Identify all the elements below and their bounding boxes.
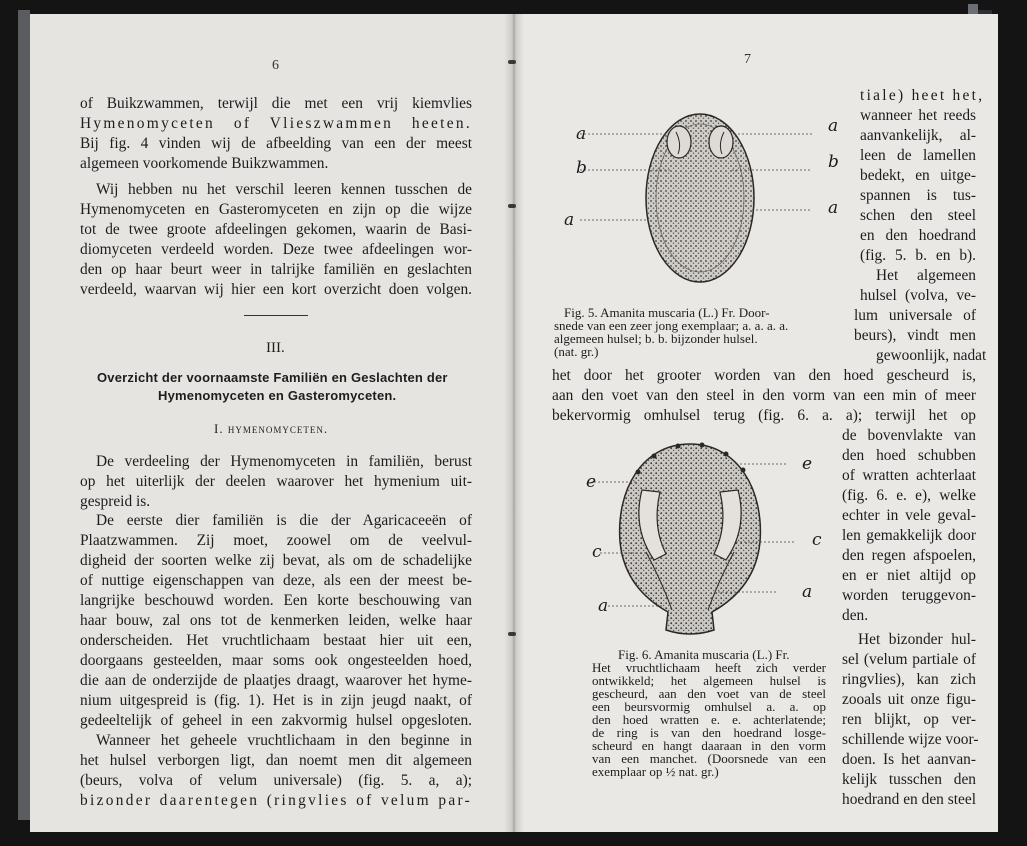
section-title-line: Overzicht der voornaamste Familiën en Geslachten der [97,370,448,385]
text-line: Hymenomyceten of Vlieszwammen heeten. [80,115,472,132]
text-line: langrijke beschouwd worden. Een korte beschouwing van [80,592,472,609]
book-gutter [504,14,524,832]
figure-5-caption-line: snede van een zeer jong exemplaar; a. a. a. a. [554,318,789,333]
page-number-left: 6 [272,58,279,73]
figure-5-label: a [576,124,587,144]
text-line: en den hoedrand [860,227,976,244]
text-line: (fig. 5. b. en b). [860,247,976,264]
text-line: Het algemeen [876,267,976,284]
text-line: lum universale of [854,307,976,324]
text-line: tot de twee groote afdeelingen gekomen, waarin de Basi- [80,221,472,238]
text-line: nium uitgespreid is (fig. 1). Het is in zijn jeugd naakt, of [80,692,472,709]
text-line: aan den voet van den steel in den vorm van een min of meer [552,387,976,404]
section-title-line: Hymenomyceten en Gasteromyceten. [158,388,397,403]
figure-6-caption-line: van een manchet. (Doorsnede van een [592,751,826,766]
text-line: ringvlies), kan zich [842,671,976,688]
text-line: schen den steel [860,207,976,224]
figure-5-caption-line: (nat. gr.) [554,344,599,359]
text-line: algemeen voorkomende Buikzwammen. [80,155,329,172]
text-line: en er niet altijd op [842,567,976,584]
text-line: digheid der soorten welke zij bevat, als om de schadelijke [80,552,472,569]
figure-6-amanita-section [550,432,830,644]
figure-5-label: b [828,152,839,172]
text-line: len gemakkelijk door [842,527,976,544]
book-edge-left [18,10,30,820]
page-number-right: 7 [744,52,751,67]
figure-6-caption-line: ontwikkeld; het algemeen hulsel is [592,673,826,688]
text-line: Wanneer het geheele vruchtlichaam in den beginne in [96,732,472,749]
text-line: bizonder daarentegen (ringvlies of velum par- [80,792,472,809]
text-line: op het uiterlijk der deelen waarover het hymenium uit- [80,473,472,490]
text-line: bedekt, en uitge- [860,167,976,184]
text-line: wanneer het reeds [860,107,976,124]
section-divider [244,315,308,316]
text-line: spannen is tus- [860,187,976,204]
text-line: Het bizonder hul- [858,631,976,648]
text-line: den hoed schubben [842,447,976,464]
text-line: verdeeld, waarvan wij hier een kort overzicht doen volgen. [80,281,472,298]
text-line: Hymenomyceten en Gasteromyceten en zijn op die wijze [80,201,472,218]
text-line: Wij hebben nu het verschil leeren kennen tusschen de [96,181,472,198]
text-line: zooals uit onze figu- [842,691,976,708]
figure-6-caption-line: den hoed wratten e. e. achterlatende; [592,712,826,727]
binding-staple [508,632,516,636]
text-line: den op haar beurt weer in talrijke familiën en geslachten [80,261,472,278]
text-line: gespreid is. [80,493,151,510]
text-line: sel (velum partiale of [842,651,976,668]
figure-6-label: e [802,454,813,474]
section-number: III. [266,340,285,356]
text-line: gedeeltelijk of geheel in een zakvormig hulsel opgesloten. [80,712,472,729]
text-line: die aan de onderzijde de plaatjes draagt, waarover het hyme- [80,672,472,689]
text-line: hoedrand en den steel [842,791,976,808]
text-line: (beurs, volva of velum universale) (fig. 5. a, a); [80,772,472,789]
left-page [30,14,512,832]
text-line: kelijk tusschen den [842,771,976,788]
text-line: of nuttige eigenschappen van deze, als een der meest be- [80,572,472,589]
figure-5-caption-line: Fig. 5. Amanita muscaria (L.) Fr. Door- [564,305,770,320]
figure-6-caption-line: gescheurd, aan den voet van de steel [592,686,826,701]
text-line: of wratten achterlaat [842,467,976,484]
text-line: Plaatzwammen. Zij moet, zoowel om de veelvul- [80,532,472,549]
figure-6-caption-line: Fig. 6. Amanita muscaria (L.) Fr. [618,647,790,662]
text-line: het door het grooter worden van den hoed gescheurd is, [552,367,976,384]
text-line: echter in vele geval- [842,507,976,524]
text-line: bekervormig omhulsel terug (fig. 6. a. a); terwijl het op [552,407,976,424]
book-spread [30,14,998,832]
binding-staple [508,204,516,208]
figure-6-label: a [802,582,813,602]
text-line: haar bouw, zal ons tot de kenmerken leiden, welke haar [80,612,472,629]
text-line: diomyceten verdeeld worden. Deze twee afdeelingen wor- [80,241,472,258]
figure-5-label: a [828,116,839,136]
text-line: of Buikzwammen, terwijl die met een vrij kiemvlies [80,95,472,112]
figure-6-caption-line: scheurd en hangt daaraan in den vorm [592,738,826,753]
figure-6-caption-line: de ring is van den hoedrand losge- [592,725,826,740]
text-line: den regen afspoelen, [842,547,976,564]
text-line: tiale) heet het, [860,87,985,104]
figure-6-caption-line: Het vruchtlichaam heeft zich verder [592,660,826,675]
text-line: hulsel (volva, ve- [860,287,976,304]
text-line: den. [842,607,869,624]
figure-6-caption-line: een beursvormig omhulsel a. a. op [592,699,826,714]
subsection-title: I. hymenomyceten. [214,421,329,436]
figure-6-label: a [598,596,609,616]
text-line: De eerste dier familiën is die der Agaricaceeën of [96,512,472,529]
figure-5-caption-line: algemeen hulsel; b. b. bijzonder hulsel. [554,331,758,346]
text-line: het hulsel verborgen ligt, dan noemt men dit algemeen [80,752,472,769]
text-line: aanvankelijk, al- [860,127,976,144]
text-line: onderscheiden. Het vruchtlichaam bestaat hier uit een, [80,632,472,649]
binding-staple [508,60,516,64]
text-line: ren blijkt, op ver- [842,711,976,728]
text-line: leen de lamellen [860,147,976,164]
figure-5-label: b [576,158,587,178]
text-line: worden teruggevon- [842,587,976,604]
figure-5-label: a [828,198,839,218]
text-line: schillende wijze voor- [842,731,979,748]
figure-6-label: c [592,542,602,562]
figure-5-label: a [564,210,575,230]
text-line: de bovenvlakte van [842,427,976,444]
figure-5-amanita-section [550,100,850,300]
text-line: (fig. 6. e. e), welke [842,487,976,504]
text-line: beurs), vindt men [854,327,976,344]
text-line: Bij fig. 4 vinden wij de afbeelding van een der meest [80,135,472,152]
figure-6-caption-line: exemplaar op ½ nat. gr.) [592,764,719,779]
text-line: De verdeeling der Hymenomyceten in familiën, berust [96,453,472,470]
text-line: gewoonlijk, nadat [876,347,987,364]
right-page [514,14,998,832]
figure-6-label: e [586,472,597,492]
text-line: doorgaans gesteelden, maar soms ook ongesteelden hoed, [80,652,472,669]
text-line: doen. Is het aanvan- [842,751,976,768]
figure-6-label: c [812,530,822,550]
